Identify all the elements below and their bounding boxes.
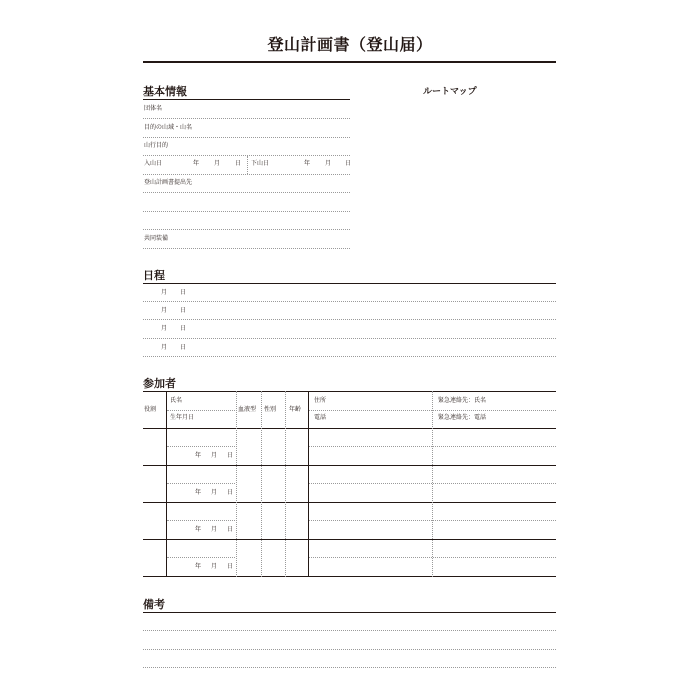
notes-heading: 備考 [143, 598, 165, 611]
emergency-name-header: 緊急連絡先：氏名 [438, 397, 487, 404]
title-rule [143, 61, 556, 63]
end-date-label: 下山日 [251, 160, 270, 167]
emergency-phone-header: 緊急連絡先：電話 [438, 414, 487, 421]
schedule-row-line[interactable] [143, 301, 556, 302]
col-divider [236, 391, 237, 577]
col-divider [285, 391, 286, 577]
purpose-label: 山行目的 [144, 142, 169, 149]
schedule-row-day: 日 [180, 289, 187, 296]
start-month-unit: 月 [214, 160, 221, 167]
schedule-row-day: 日 [180, 344, 187, 351]
schedule-heading: 日程 [143, 269, 165, 282]
birth-year-unit: 年 [195, 452, 202, 459]
notes-rule [143, 612, 556, 613]
notes-line[interactable] [143, 630, 556, 631]
notes-line[interactable] [143, 649, 556, 650]
phone-header: 電話 [314, 414, 327, 421]
birth-year-unit: 年 [195, 526, 202, 533]
notes-line[interactable] [143, 667, 556, 668]
participant-row-rule [143, 539, 556, 540]
participants-top-rule [143, 391, 556, 392]
schedule-row-line[interactable] [143, 356, 556, 357]
participant-row-rule [143, 576, 556, 577]
col-divider [308, 391, 309, 577]
schedule-row-month: 月 [161, 344, 168, 351]
submit-to-field-3[interactable] [143, 229, 350, 230]
birth-day-unit: 日 [227, 452, 234, 459]
basic-info-rule [143, 99, 350, 100]
date-divider [247, 156, 248, 174]
submit-to-field-2[interactable] [143, 211, 350, 212]
birth-month-unit: 月 [211, 526, 218, 533]
end-year-unit: 年 [304, 160, 311, 167]
participant-name-split [167, 520, 235, 521]
birth-day-unit: 日 [227, 526, 234, 533]
destination-field[interactable] [143, 137, 350, 138]
start-day-unit: 日 [235, 160, 242, 167]
destination-label: 目的の山域・山名 [144, 124, 193, 131]
schedule-row-month: 月 [161, 289, 168, 296]
schedule-row-day: 日 [180, 325, 187, 332]
col-divider [261, 391, 262, 577]
schedule-row-month: 月 [161, 307, 168, 314]
submit-to-label: 登山計画書提出先 [144, 179, 193, 186]
header-split-name [167, 410, 235, 411]
name-header: 氏名 [170, 397, 183, 404]
end-day-unit: 日 [345, 160, 352, 167]
start-date-label: 入山日 [144, 160, 163, 167]
participant-row-rule [143, 465, 556, 466]
shared-gear-field[interactable] [143, 248, 350, 249]
basic-info-heading: 基本情報 [143, 85, 187, 98]
schedule-row-line[interactable] [143, 338, 556, 339]
submit-to-field[interactable] [143, 192, 350, 193]
route-map-heading: ルートマップ [423, 87, 477, 97]
start-year-unit: 年 [193, 160, 200, 167]
participant-row-rule [143, 428, 556, 429]
end-month-unit: 月 [325, 160, 332, 167]
birth-month-unit: 月 [211, 563, 218, 570]
address-header: 住所 [314, 397, 327, 404]
schedule-row-line[interactable] [143, 319, 556, 320]
col-divider [166, 391, 167, 577]
group-name-label: 団体名 [144, 105, 163, 112]
participant-name-split [167, 483, 235, 484]
route-map-area[interactable] [380, 100, 556, 250]
birth-day-unit: 日 [227, 489, 234, 496]
birth-year-unit: 年 [195, 563, 202, 570]
participants-heading: 参加者 [143, 377, 176, 390]
role-header: 役割 [144, 406, 157, 413]
birth-day-unit: 日 [227, 563, 234, 570]
participant-name-split [167, 557, 235, 558]
schedule-row-day: 日 [180, 307, 187, 314]
participant-row-rule [143, 502, 556, 503]
birth-year-unit: 年 [195, 489, 202, 496]
shared-gear-label: 共同装備 [144, 235, 169, 242]
gender-header: 性別 [264, 406, 277, 413]
schedule-row-month: 月 [161, 325, 168, 332]
col-divider [432, 391, 433, 577]
blood-type-header: 血液型 [238, 406, 257, 413]
document-title: 登山計画書（登山届） [267, 35, 433, 54]
dates-field[interactable] [143, 174, 350, 175]
age-header: 年齢 [289, 406, 302, 413]
schedule-rule [143, 283, 556, 284]
birth-month-unit: 月 [211, 452, 218, 459]
birth-month-unit: 月 [211, 489, 218, 496]
participant-name-split [167, 446, 235, 447]
group-name-field[interactable] [143, 118, 350, 119]
birth-header: 生年月日 [170, 414, 195, 421]
